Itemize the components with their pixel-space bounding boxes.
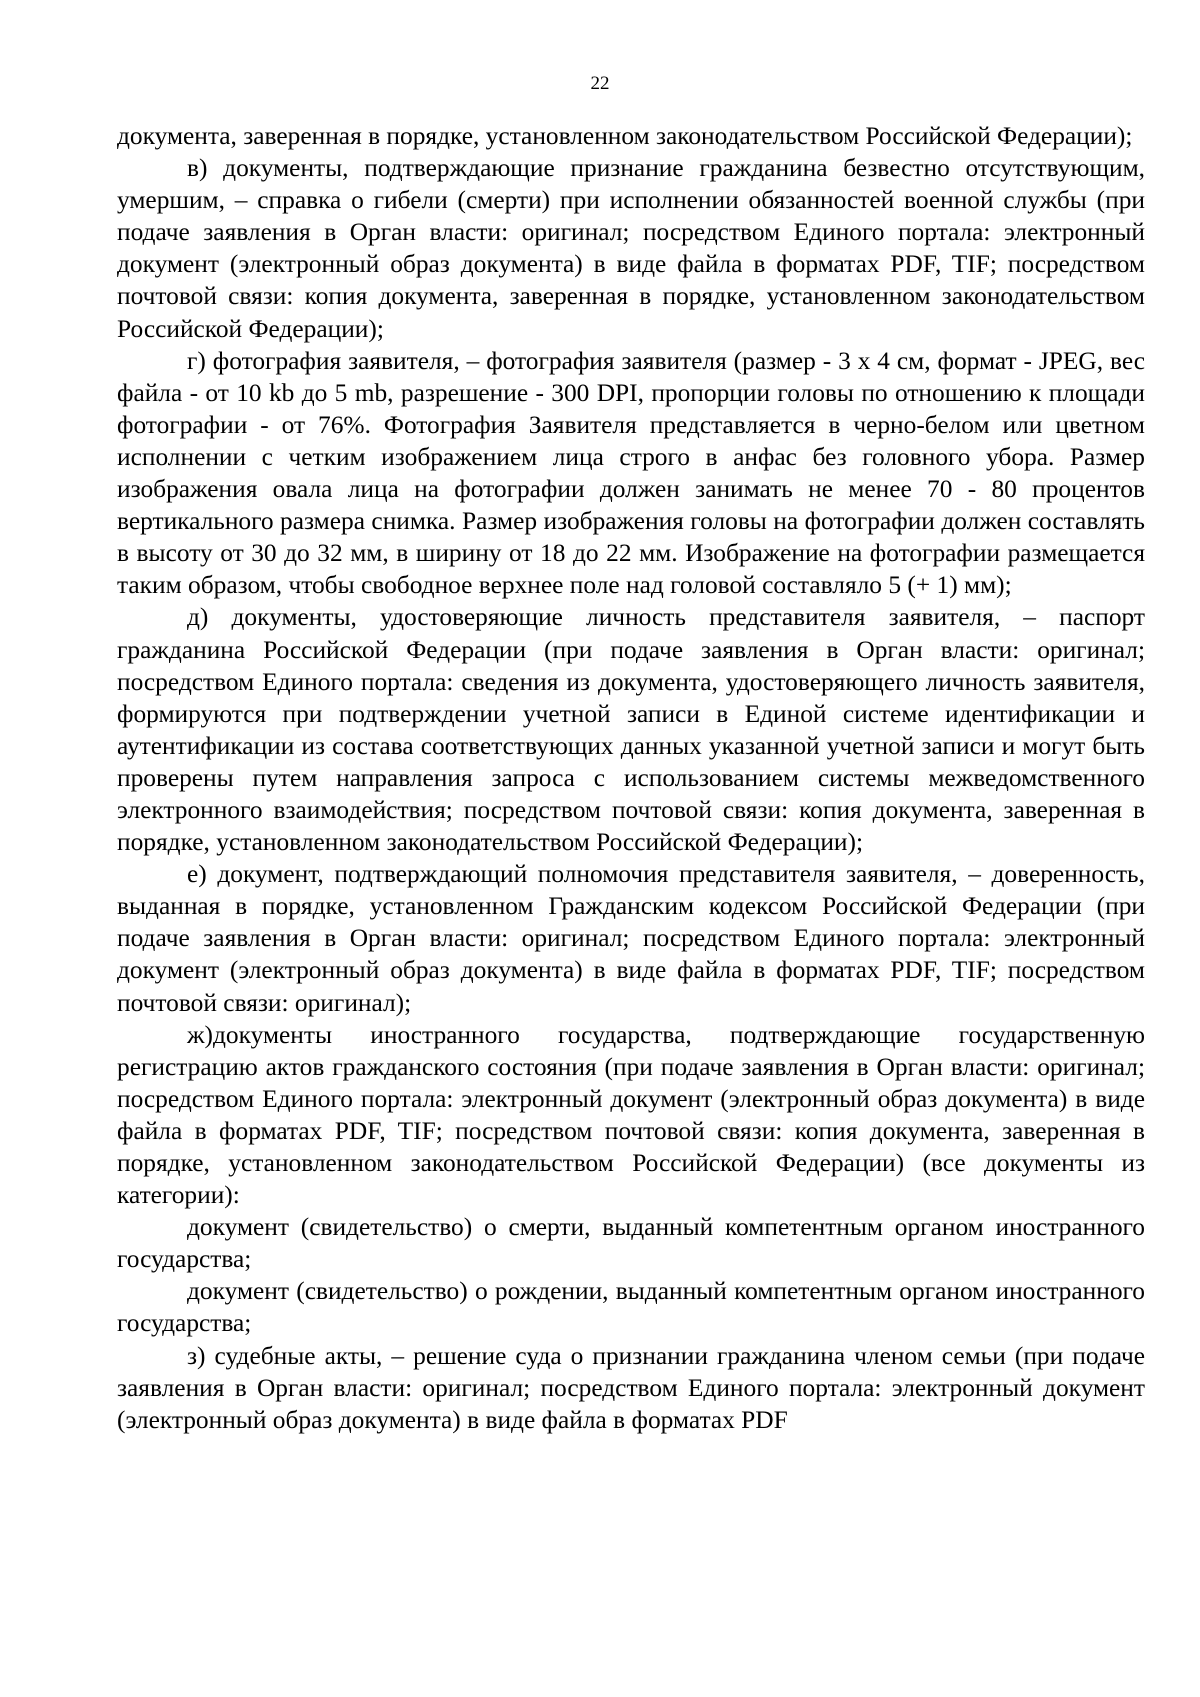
paragraph-item-d: д) документы, удостоверяющие личность представителя заявителя, – паспорт гражданина Российской Федерации (при подаче заявления в Орган власти: оригинал; посредством Единого портала: сведения из документа, удостоверяющего личность заявителя, формируются при подтверждении учетной записи в Единой системе идентификации и аутентификации из состава соответствующих данных указанной учетной записи и могут быть проверены путем направления запроса с использованием системы межведомственного электронного взаимодействия; посредством почтовой связи: копия документа, заверенная в порядке, установленном законодательством Российской Федерации); (117, 603, 1145, 857)
paragraph-birth-certificate: документ (свидетельство) о рождении, выданный компетентным органом иностранного государства; (117, 1277, 1145, 1338)
paragraph-item-z: з) судебные акты, – решение суда о признании гражданина членом семьи (при подаче заявления в Орган власти: оригинал; посредством Единого портала: электронный документ (электронный образ документа) в виде файла в форматах PDF (117, 1341, 1145, 1434)
page-number: 22 (590, 73, 610, 94)
paragraph-item-e: е) документ, подтверждающий полномочия представителя заявителя, – доверенность, выданная в порядке, установленном Гражданским кодексом Российской Федерации (при подаче заявления в Орган власти: оригинал; посредством Единого портала: электронный документ (электронный образ документа) в виде файла в форматах PDF, TIF; посредством почтовой связи: оригинал); (117, 860, 1145, 1017)
paragraph-death-certificate: документ (свидетельство) о смерти, выданный компетентным органом иностранного государства; (117, 1213, 1145, 1274)
paragraph-item-v: в) документы, подтверждающие признание гражданина безвестно отсутствующим, умершим, – справка о гибели (смерти) при исполнении обязанностей военной службы (при подаче заявления в Орган власти: оригинал; посредством Единого портала: электронный документ (электронный образ документа) в виде файла в форматах PDF, TIF; посредством почтовой связи: копия документа, заверенная в порядке, установленном законодательством Российской Федерации); (117, 154, 1145, 343)
document-body (117, 120, 1145, 1436)
paragraph-item-zh: ж)документы иностранного государства, подтверждающие государственную регистрацию актов гражданского состояния (при подаче заявления в Орган власти: оригинал; посредством Единого портала: электронный документ (электронный образ документа) в виде файла в форматах PDF, TIF; посредством почтовой связи: копия документа, заверенная в порядке, установленном законодательством Российской Федерации) (все документы из категории): (117, 1020, 1145, 1210)
paragraph-continuation: документа, заверенная в порядке, установленном законодательством Российской Федерации); (117, 122, 1133, 150)
paragraph-item-g: г) фотография заявителя, – фотография заявителя (размер - 3 х 4 см, формат - JPEG, вес файла - от 10 kb до 5 mb, разрешение - 300 DPI, пропорции головы по отношению к площади фотографии - от 76%. Фотография Заявителя представляется в черно-белом или цветном исполнении с четким изображением лица строго в анфас без головного убора. Размер изображения овала лица на фотографии должен занимать не менее 70 - 80 процентов вертикального размера снимка. Размер изображения головы на фотографии должен составлять в высоту от 30 до 32 мм, в ширину от 18 до 22 мм. Изображение на фотографии размещается таким образом, чтобы свободное верхнее поле над головой составляло 5 (+ 1) мм); (117, 346, 1145, 600)
